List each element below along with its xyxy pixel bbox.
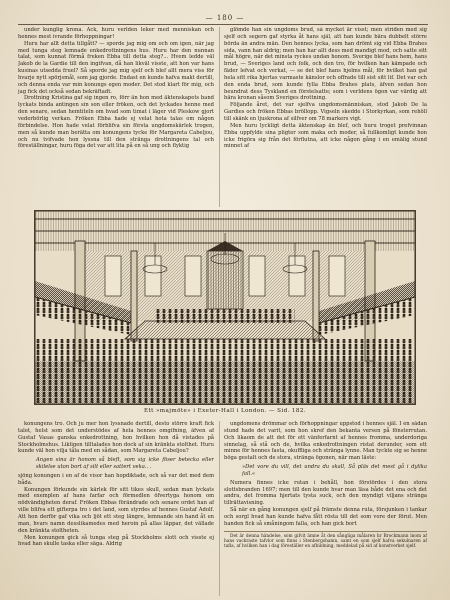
paragraph: Så när en gång konungen sjelf på främste denna ruta, försjunken i tankar och sorgl hvad han kunde hafva fått rösta till det som vore der förut. Men handen fick så småningom falla, och han gick bort [224, 507, 427, 527]
verse-quote: Angen sina är honom så bleft, som sig icke föser betecka eller skilelse uton bort af silt eller sattert veka.. . [36, 457, 214, 471]
paragraph: konungens tro. Och ju mer hon lyssnade dertill, desto större kraft fick talet, helst som det understödes af hela hennes omgifning, äfven af Gustaf Vasas ganska enkedrottning, hon hvilken hon då vistades på Stockholmshus. Likligen tilltalades hon dock af sin kränkta stolthet. Huru kunde väl hon vilja tåla med en sådan, som Margareta Cabeljou? [18, 421, 214, 455]
footnote: Det är denna händelse, som gifvit ämne åt den sångliga målaren hr Brockmann inom af hans vackraste tafvlor som finns i Stenbergshamn, samt en som sjelf hafva sekulnaren af tafla, af hvilken han i dag föreställer en afbildning, meddelad på sid af konstverket sjelf. [224, 531, 427, 550]
paragraph: Drottning Kristina gaf sig ingen ro, förr än hon med äktenskapets band lyckats binda antingen sin son eller fröken, och det lyckades henne med den senare, sedan hemtiteln om hvad som timat i läger vid Pleskow gjort vederbörlig verkan. Fröken Ebba hade ej velat hota talas om någon förbindelse. Hon hade velat förblifva sin första ungdomskärlek trogen, men så kunde man berätta om konungens tycke för Margareta Cabeljou, och nu tvifvade hon lyssna till den stränga drottningens tal och föreställningar, huru föga det var att lita på en så ung och flyktig [18, 95, 214, 150]
paragraph: Följande året, det var sjelfva ungdomsmänniskan, stod Jakob De la Gardies och fröken Ebbas bröllopp. Vigseln skedde i Storkyrkan, som rehöll till skänk en ljuskrona af silfver om 78 markers vigt. [224, 102, 427, 122]
verse-quote: »Det vore du vill, det undra du skall, Så pläs det mest gå i dylika fall.« [242, 464, 427, 477]
hall-engraving-drawing [35, 211, 415, 404]
paragraph: Huru har allt detta tillgått? — sporde jag mig om och om igen, när jag med tunga steg lemnade enkedrottningens hus. Huru har den nunnan talat, som kunnat förmå freken Ebba till detta steg?... Hvem ledde väl Jakob de la Gardie till den ingifvan, då han likväl visste, att hon var hans kusinas utsedda fruel? Så sporde jag mig sjelf och blef allt mera viss för hvarje nytt spörjsmål, som jag gjorde. Endast en kunde hafva makt dertill, och denna enda var min konungs egen moder. Det stod klart för mig, och jag fick det också sedan bekräftadt. [18, 40, 214, 95]
paragraph: sjöng konungen i en af de visor han hopdiktade, och så var det med dem båda. [18, 472, 214, 486]
paragraph: ungdomens drömmar och förhoppningar uppstod i hennes själ. I en sådan stund hade det varit, som hon skref den bekanta versen på fönsterrutan. Och likaom de att det för ett vänferfarnt af hennes fromma, underdoriga sinnelag, så stå och de, hvilka enkedrottningen ristat derunder, som ett minne för hennes fasta, okuffliga och stränga lynne. Man tyckte sig se henne böga gestalt och de stora, strängа ögonen, när man läste: [224, 421, 427, 462]
column-bottom-right [224, 421, 427, 596]
paragraph: glömde han sin ungdoms brud, så mycket är visst; men striden med sig sjelf och segern gaf styrka åt hans själ, att han kunde bära dubbelt större bördа än andra män. Den hennes lycka, som han drömt sig vid Ebba Brahes sida, vann han aldrig; men han har allt dess med mandigt mod, och satte sitt mål högre, när det minsta ryckes undan honom. Sverige blef hans hem, hans brud, — Sveriges land och folk, och den tro, för hvilken han kämpade och fäder lefvat och verkat, — se det blef hans hjelms mål, för hvilket han gaf hela sitt rika hjertas varmaste känslor och offrade till sist sitt lif. Det var och den enda brud, som kunde fylla Ebba Brahes plats, äfven sedan hon beundrat dess Tyskland en förstelsatte; som i verldens ögon var värdig att bära kronan såsom Sveriges drottning. [224, 27, 427, 102]
paragraph: Konungen förkunde sin kärlek för sitt tikes skull, sedan man lyckats med exemplen af hans farfar och förmedlen öfvertyga honom om nödvändigheten deraf. Fröken Ebbas förändrade och senare ordet han af ville blifva ett gifterpa tro i det land, som styrdes af hennes Gustaf Adolf. Att hon derför gaf vika och ljöt ett steg längre, lemnande sin hand åt en man, hvars namn desslikamedes med heroin på allas läppar, det vällade den kränkta stoltheten. [18, 486, 214, 534]
page-number: — 180 — [205, 14, 245, 22]
column-divider [219, 421, 220, 596]
illustration-caption: Ett »majmöte» i Exeter-Hall i London. — Sid. 182. [144, 408, 306, 414]
paragraph: Numera finnes icke rutan i behåll, hon förstördes i den stora slottsbranden 1697; men till den kunde hvar man läsa både det ena och det andra, det fromma hjertats tysta suck, och den myndigt viljans stränga tillrättavisning. [224, 479, 427, 507]
column-bottom-left [18, 421, 214, 596]
engraving-illustration [34, 210, 416, 405]
paragraph: under kunglig krona. Ack, huru verlden leker med menniskan och hennes mest ivrande förhoppningar! [18, 27, 214, 40]
column-top-left [18, 27, 214, 207]
column-divider [219, 27, 220, 207]
header-rule [18, 24, 428, 25]
paragraph: Men huru lyckligt detta äktenskap än blef, och huru troget prefvinnan Ebba uppfylde sina pligter som maka och moder, så fullkomligt kunde hon icke frigöra sig från det förflutna, att icke någon gång i en emälig stund minnet af [224, 122, 427, 150]
paragraph: Men konungen gick så tunga steg på Stockholms slott och visste ej hvad han skulle taska eller säga. Aldrig [18, 534, 214, 548]
column-top-right [224, 27, 427, 207]
